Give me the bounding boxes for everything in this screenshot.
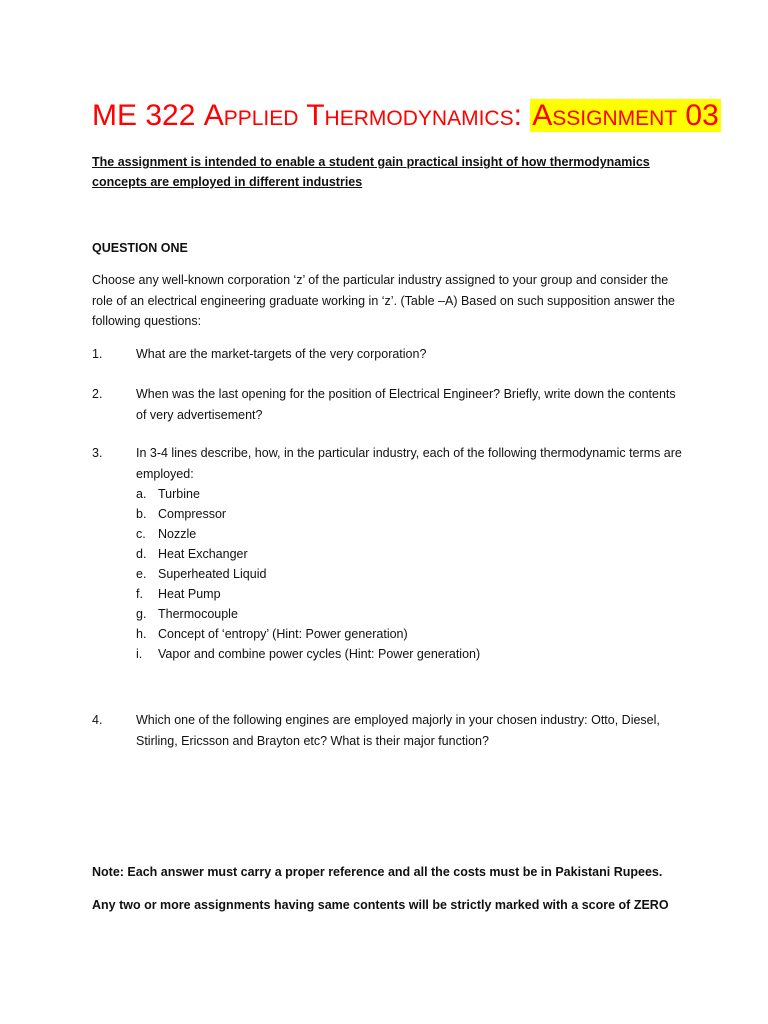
list-item (136, 524, 480, 544)
list-item-text: Thermocouple (158, 607, 238, 621)
list-item-letter: f. (136, 587, 143, 601)
question-intro: Choose any well-known corporation ‘z’ of the particular industry assigned to your group and consider the role of an electrical engineering graduate working in ‘z’. (Table –A) Based on such supposition answer the following questions: (92, 273, 675, 328)
list-item-letter: h. (136, 627, 147, 641)
list-item-letter: i. (136, 647, 143, 661)
question-number: 1. (92, 347, 103, 361)
list-item (136, 564, 480, 584)
list-item-letter: g. (136, 607, 147, 621)
list-item (136, 504, 480, 524)
list-item-text: Nozzle (158, 527, 197, 541)
course-name: Applied Thermodynamics (203, 99, 514, 132)
list-item-text: Heat Exchanger (158, 547, 248, 561)
list-item-letter: a. (136, 487, 147, 501)
list-item (136, 624, 480, 644)
list-item (136, 484, 480, 504)
question-text: Which one of the following engines are employed majorly in your chosen industry: Otto, Diesel, Stirling, Ericsson and Brayton etc? What is their major function? (136, 713, 660, 748)
list-item (136, 584, 480, 604)
question-number: 3. (92, 446, 103, 460)
list-item (136, 604, 480, 624)
course-code: ME 322 (92, 99, 204, 132)
title-separator: : (513, 99, 531, 132)
list-item-letter: e. (136, 567, 147, 581)
thermodynamic-terms-list (136, 484, 480, 664)
list-item-text: Vapor and combine power cycles (Hint: Power generation) (158, 647, 481, 661)
list-item-letter: b. (136, 507, 147, 521)
list-item (136, 544, 480, 564)
question-number: 2. (92, 387, 103, 401)
question-text: When was the last opening for the position of Electrical Engineer? Briefly, write down the contents of very advertisement? (136, 387, 676, 422)
list-item-text: Turbine (158, 487, 200, 501)
list-item (136, 644, 480, 664)
assignment-label: Assignment 03 (532, 99, 719, 132)
list-item-text: Superheated Liquid (158, 567, 267, 581)
list-item-letter: d. (136, 547, 147, 561)
plagiarism-note: Any two or more assignments having same contents will be strictly marked with a score of ZERO (92, 898, 669, 912)
list-item-text: Concept of ‘entropy’ (Hint: Power generation) (158, 627, 408, 641)
question-number: 4. (92, 713, 103, 727)
list-item-text: Compressor (158, 507, 227, 521)
list-item-text: Heat Pump (158, 587, 221, 601)
question-heading: QUESTION ONE (92, 241, 188, 255)
assignment-intro: The assignment is intended to enable a student gain practical insight of how thermodynamics concepts are employed in different industries (92, 155, 650, 189)
list-item-letter: c. (136, 527, 146, 541)
document-title (92, 96, 719, 136)
reference-note: Note: Each answer must carry a proper reference and all the costs must be in Pakistani Rupees. (92, 865, 663, 879)
question-text: What are the market-targets of the very corporation? (136, 347, 427, 361)
question-text: In 3-4 lines describe, how, in the particular industry, each of the following thermodynamic terms are employed: (136, 446, 682, 481)
